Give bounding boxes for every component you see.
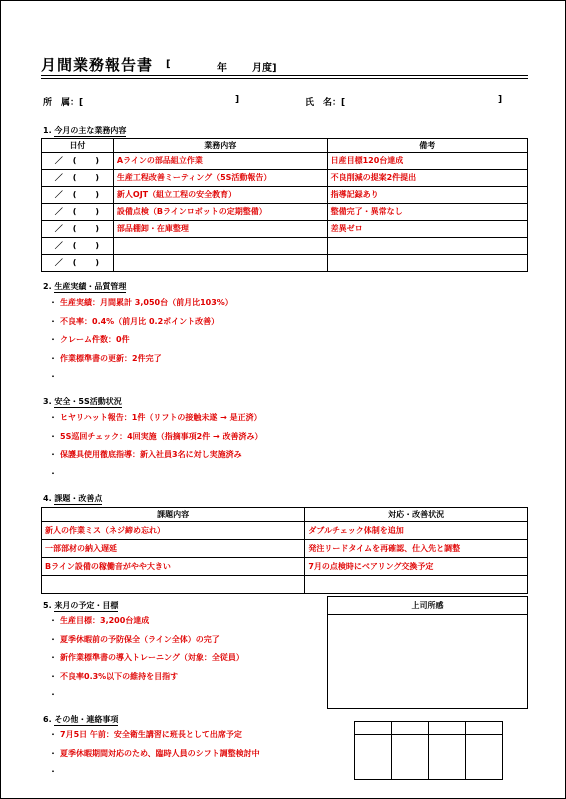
table-row: [42, 540, 528, 558]
note-cell[interactable]: [327, 238, 527, 255]
stamp-header-cell: [392, 722, 429, 735]
table-row: [42, 153, 528, 170]
list-item[interactable]: ・ 生産実績：月間累計 3,050台（前月比103%）: [49, 298, 233, 307]
supervisor-comment-box[interactable]: [327, 596, 528, 709]
col-note: 備考: [327, 139, 527, 153]
table-row: [42, 522, 528, 540]
date-cell[interactable]: ／ ( ): [42, 187, 114, 204]
safety-list: [49, 409, 263, 483]
production-list: [49, 294, 233, 387]
stamp-header-cell: [355, 722, 392, 735]
list-item[interactable]: ・ 保護具使用徹底指導：新入社員3名に対し実施済み: [49, 450, 242, 459]
action-cell[interactable]: 発注リードタイムを再確認、仕入先と調整: [305, 540, 528, 558]
list-item[interactable]: ・ 夏季休暇前の予防保全（ライン全体）の完了: [49, 634, 220, 644]
col-action: 対応・改善状況: [305, 508, 528, 522]
stamp-row: [355, 735, 503, 780]
date-cell[interactable]: ／ ( ): [42, 170, 114, 187]
date-cell[interactable]: ／ ( ): [42, 255, 114, 272]
dept-label: 所 属：[: [43, 98, 84, 108]
issue-cell[interactable]: [42, 576, 305, 594]
table-row: [42, 221, 528, 238]
section5-heading: 5. 来月の予定・目標: [43, 601, 119, 610]
section3-heading: 3. 安全・5S活動状況: [43, 397, 122, 406]
date-cell[interactable]: ／ ( ): [42, 204, 114, 221]
date-cell[interactable]: ／ ( ): [42, 221, 114, 238]
period-bracket-open: [: [166, 59, 171, 70]
date-cell[interactable]: ／ ( ): [42, 238, 114, 255]
stamp-cell[interactable]: [355, 735, 392, 780]
notes-list: [49, 726, 260, 782]
task-cell[interactable]: 生産工程改善ミーティング（5S活動報告）: [113, 170, 327, 187]
stamp-cell[interactable]: [392, 735, 429, 780]
title-rule-top: [41, 75, 528, 76]
action-cell[interactable]: [305, 576, 528, 594]
issue-cell[interactable]: 一部部材の納入遅延: [42, 540, 305, 558]
list-item[interactable]: ・ 不良率0.3%以下の維持を目指す: [49, 671, 179, 681]
note-cell[interactable]: 差異ゼロ: [327, 221, 527, 238]
issue-cell[interactable]: Bライン設備の稼働音がやや大きい: [42, 558, 305, 576]
list-item[interactable]: ・ 5S巡回チェック：4回実施（指摘事項2件 → 改善済み）: [49, 431, 263, 441]
table-row: [42, 576, 528, 594]
stamp-cell[interactable]: [429, 735, 466, 780]
period-year-label: 年: [217, 63, 227, 74]
table-row: [42, 238, 528, 255]
task-cell[interactable]: Aラインの部品組立作業: [113, 153, 327, 170]
stamp-cell[interactable]: [466, 735, 503, 780]
list-item[interactable]: ・ 不良率：0.4%（前月比 0.2ポイント改善）: [49, 316, 220, 326]
table-row: [42, 170, 528, 187]
issue-table-header: [42, 508, 528, 522]
approval-stamp-grid: [354, 721, 503, 780]
task-cell[interactable]: 新人OJT（組立工程の安全教育）: [113, 187, 327, 204]
section1-heading: 1. 今月の主な業務内容: [43, 126, 127, 135]
list-item[interactable]: ・ 生産目標：3,200台達成: [49, 616, 150, 625]
list-item[interactable]: ・: [49, 468, 57, 478]
col-task: 業務内容: [113, 139, 327, 153]
section4-heading: 4. 課題・改善点: [43, 494, 103, 503]
list-item[interactable]: ・: [49, 372, 57, 381]
issue-table: [41, 507, 528, 594]
issue-cell[interactable]: 新人の作業ミス（ネジ締め忘れ）: [42, 522, 305, 540]
note-cell[interactable]: [327, 255, 527, 272]
task-table: [41, 138, 528, 272]
list-item[interactable]: ・ 7月5日 午前：安全衛生講習に班長として出席予定: [49, 730, 242, 739]
list-item[interactable]: ・ 作業標準書の更新：2件完了: [49, 353, 162, 363]
stamp-header-row: [355, 722, 503, 735]
table-row: [42, 558, 528, 576]
title-rule-bottom: [41, 78, 528, 79]
section2-heading: 2. 生産実績・品質管理: [43, 282, 127, 291]
note-cell[interactable]: 指導記録あり: [327, 187, 527, 204]
task-cell[interactable]: 設備点検（Bラインロボットの定期整備）: [113, 204, 327, 221]
list-item[interactable]: ・: [49, 767, 57, 776]
action-cell[interactable]: ダブルチェック体制を追加: [305, 522, 528, 540]
date-cell[interactable]: ／ ( ): [42, 153, 114, 170]
supervisor-comment-title: 上司所感: [328, 597, 527, 615]
list-item[interactable]: ・: [49, 690, 57, 699]
stamp-header-cell: [466, 722, 503, 735]
table-row: [42, 187, 528, 204]
note-cell[interactable]: 不良削減の提案2件提出: [327, 170, 527, 187]
table-row: [42, 204, 528, 221]
col-issue: 課題内容: [42, 508, 305, 522]
plan-list: [49, 612, 244, 705]
name-close: ]: [498, 95, 503, 105]
dept-close: ]: [235, 95, 240, 105]
note-cell[interactable]: 整備完了・異常なし: [327, 204, 527, 221]
note-cell[interactable]: 日産目標120台達成: [327, 153, 527, 170]
task-cell[interactable]: [113, 255, 327, 272]
section6-heading: 6. その他・連絡事項: [43, 715, 119, 724]
list-item[interactable]: ・ 新作業標準書の導入トレーニング（対象：全従員）: [49, 653, 244, 662]
stamp-header-cell: [429, 722, 466, 735]
task-cell[interactable]: [113, 238, 327, 255]
list-item[interactable]: ・ 夏季休暇期間対応のため、臨時人員のシフト調整検討中: [49, 748, 260, 758]
list-item[interactable]: ・ ヒヤリハット報告：1件（リフトの接触未遂 → 是正済）: [49, 413, 262, 422]
action-cell[interactable]: 7月の点検時にベアリング交換予定: [305, 558, 528, 576]
period-month-label: 月度]: [252, 63, 277, 74]
page-title: 月間業務報告書: [41, 56, 154, 74]
col-date: 日付: [42, 139, 114, 153]
name-label: 氏 名：[: [305, 98, 346, 108]
task-table-header: [42, 139, 528, 153]
task-cell[interactable]: 部品棚卸・在庫整理: [113, 221, 327, 238]
list-item[interactable]: ・ クレーム件数：0件: [49, 335, 130, 344]
table-row: [42, 255, 528, 272]
